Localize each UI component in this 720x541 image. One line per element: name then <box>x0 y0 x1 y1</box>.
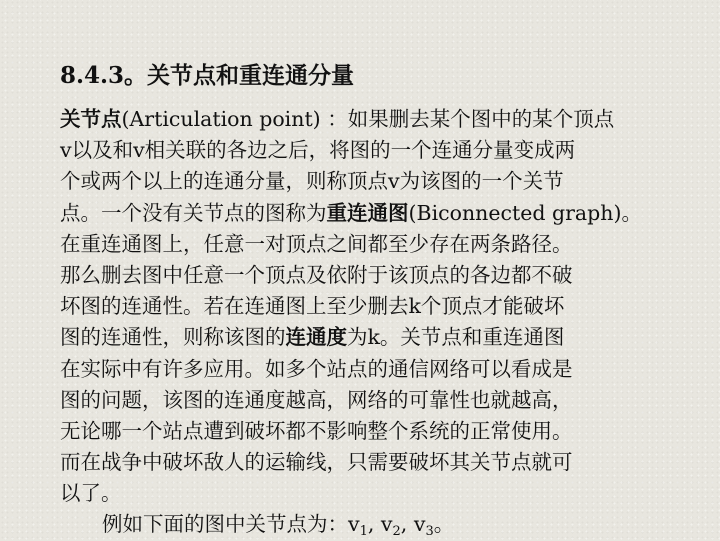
section-title: 8.4.3。关节点和重连通分量 <box>60 62 355 89</box>
vertex-v1 <box>348 512 368 540</box>
term-connectivity: 连通度 <box>285 325 347 350</box>
text-line-12: 而在战争中破坏敌人的运输线，只需要破坏其关节点就可 <box>60 450 573 475</box>
vertex-subscript: 3 <box>425 524 434 540</box>
text-line-4-post: (Biconnected graph)。 <box>408 200 642 225</box>
separator: , <box>367 512 381 537</box>
text-line-3: 个或两个以上的连通分量，则称顶点v为该图的一个关节 <box>60 169 564 194</box>
example-prefix: 例如下面的图中关节点为： <box>102 512 348 537</box>
vertex-letter: v <box>348 512 360 537</box>
vertex-v3 <box>413 512 434 540</box>
text-line-5: 在重连通图上，任意一对顶点之间都至少存在两条路径。 <box>60 231 573 256</box>
example-end: 。 <box>433 512 455 537</box>
text-line-6: 那么删去图中任意一个顶点及依附于该顶点的各边都不破 <box>60 262 573 287</box>
vertex-v2 <box>380 512 401 540</box>
text-line-11: 无论哪一个站点遭到破坏都不影响整个系统的正常使用。 <box>60 418 573 443</box>
text-line-9: 在实际中有许多应用。如多个站点的通信网络可以看成是 <box>60 356 573 381</box>
text-line-13: 以了。 <box>60 481 122 506</box>
text-line-10: 图的问题，该图的连通度越高，网络的可靠性也就越高， <box>60 387 573 412</box>
term-articulation-point: 关节点 <box>60 107 122 131</box>
text-line-4 <box>60 198 672 229</box>
text-line-4-pre: 点。一个没有关节点的图称为 <box>60 200 327 225</box>
vertex-subscript: 2 <box>392 524 401 540</box>
vertex-subscript: 1 <box>359 524 368 540</box>
body-text <box>60 104 672 541</box>
vertex-letter: v <box>413 512 426 537</box>
text-line-1-rest: (Articulation point) ：如果删去某个图中的某个顶点 <box>121 107 615 131</box>
term-biconnected-graph: 重连通图 <box>326 200 409 225</box>
text-line-8-post: 为k。关节点和重连通图 <box>347 325 565 350</box>
text-line-2: v以及和v相关联的各边之后，将图的一个连通分量变成两 <box>60 138 576 163</box>
text-line-1 <box>60 104 672 135</box>
example-line <box>60 509 672 540</box>
text-line-8 <box>60 322 672 353</box>
vertex-letter: v <box>380 512 393 537</box>
text-line-7: 坏图的连通性。若在连通图上至少删去k个顶点才能破坏 <box>60 294 565 319</box>
separator: , <box>400 512 414 537</box>
text-line-8-pre: 图的连通性，则称该图的 <box>60 325 286 350</box>
